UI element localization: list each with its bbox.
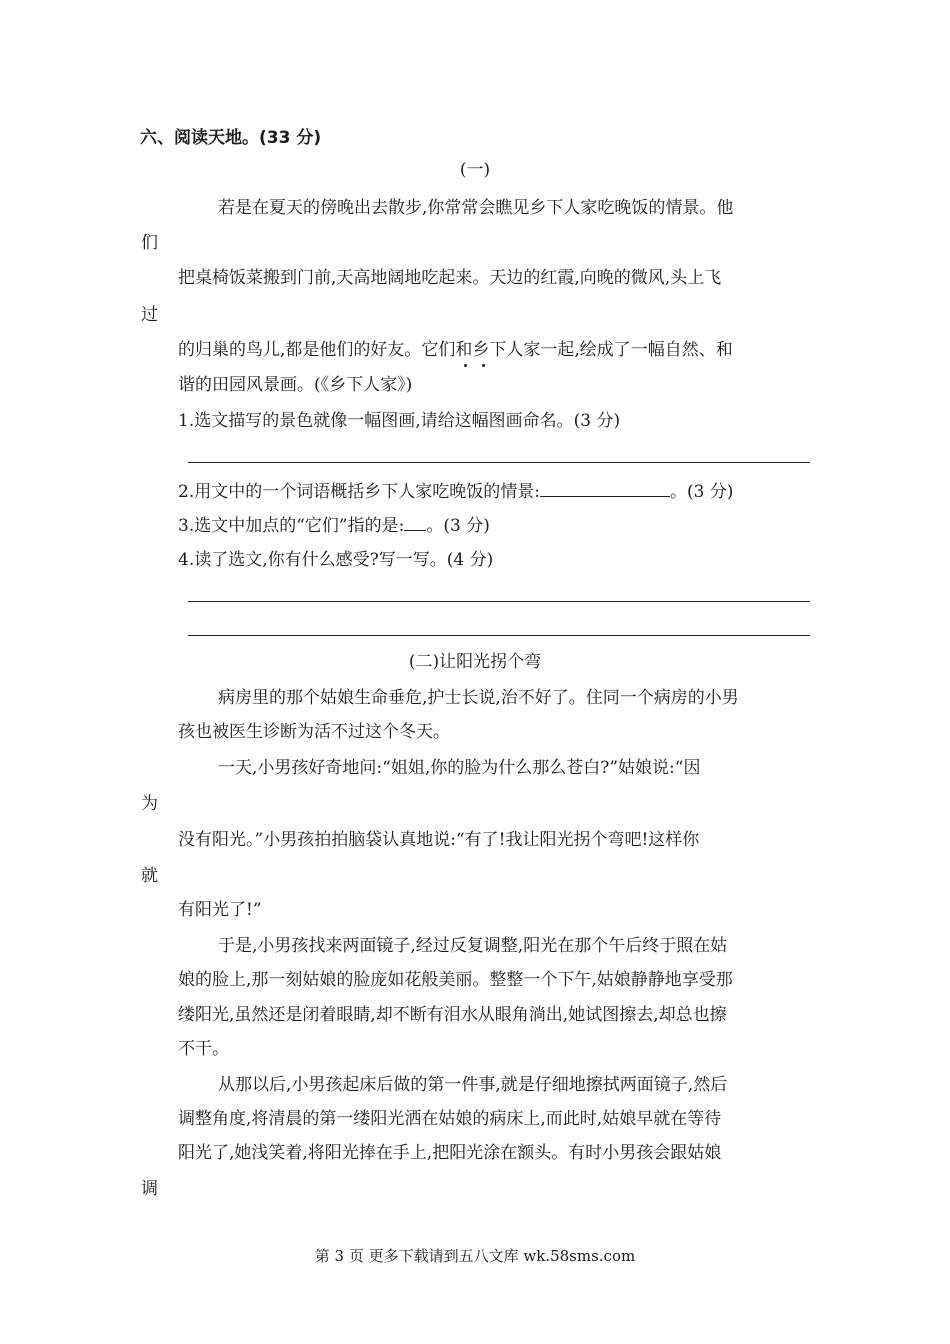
passage2-line: 从那以后,小男孩起床后做的第一件事,就是仔细地擦拭两面镜子,然后	[218, 1075, 728, 1095]
question-2	[178, 478, 733, 504]
emphasis-dot	[482, 364, 485, 367]
question-3-score: 。(3 分)	[426, 516, 490, 536]
question-2-score: 。(3 分)	[669, 482, 734, 502]
passage2-line: 调	[141, 1179, 158, 1199]
answer-blank-q3[interactable]	[404, 512, 426, 531]
passage1-line: 把桌椅饭菜搬到门前,天高地阔地吃起来。天边的红霞,向晚的微风,头上飞	[178, 268, 722, 288]
page-footer: 第 3 页 更多下载请到五八文库 wk.58sms.com	[314, 1247, 636, 1265]
passage2-title: (二)让阳光拐个弯	[408, 652, 542, 672]
passage1-line: 过	[141, 305, 158, 325]
passage2-line: 阳光了,她浅笑着,将阳光捧在手上,把阳光涂在额头。有时小男孩会跟姑娘	[178, 1143, 722, 1163]
passage2-line: 缕阳光,虽然还是闭着眼睛,却不断有泪水从眼角淌出,她试图擦去,却总也擦	[178, 1005, 727, 1025]
passage2-line: 一天,小男孩好奇地问:“姐姐,你的脸为什么那么苍白?”姑娘说:“因	[218, 758, 701, 778]
passage1-line: 的归巢的鸟儿,都是他们的好友。它们和乡下人家一起,绘成了一幅自然、和	[178, 340, 733, 360]
passage2-line: 就	[141, 866, 158, 886]
passage2-line: 调整角度,将清晨的第一缕阳光洒在姑娘的病床上,而此时,姑娘早就在等待	[178, 1109, 722, 1129]
answer-line-q1[interactable]	[188, 462, 810, 463]
question-3	[178, 512, 490, 538]
passage1-line: 们	[141, 233, 158, 253]
question-2-text: 2.用文中的一个词语概括乡下人家吃晚饭的情景:	[178, 482, 540, 502]
passage2-line: 病房里的那个姑娘生命垂危,护士长说,治不好了。住同一个病房的小男	[218, 688, 739, 708]
passage2-line: 为	[141, 794, 158, 814]
passage2-line: 娘的脸上,那一刻姑娘的脸庞如花般美丽。整整一个下午,姑娘静静地享受那	[178, 970, 733, 990]
answer-blank-q2[interactable]	[540, 478, 670, 497]
question-1: 1.选文描写的景色就像一幅图画,请给这幅图画命名。(3 分)	[178, 411, 621, 431]
passage2-line: 于是,小男孩找来两面镜子,经过反复调整,阳光在那个午后终于照在姑	[218, 936, 728, 956]
section-title: 六、阅读天地。(33 分)	[140, 128, 322, 148]
passage2-line: 孩也被医生诊断为活不过这个冬天。	[178, 722, 450, 742]
emphasis-dot	[464, 364, 467, 367]
answer-line-q4-2[interactable]	[188, 635, 810, 636]
passage1-line: 谐的田园风景画。(《乡下人家》)	[178, 375, 413, 395]
passage2-line: 有阳光了!”	[178, 900, 262, 920]
question-3-text: 3.选文中加点的“它们”指的是:	[178, 516, 405, 536]
passage2-line: 不干。	[178, 1039, 229, 1059]
answer-line-q4-1[interactable]	[188, 601, 810, 602]
passage2-line: 没有阳光。”小男孩拍拍脑袋认真地说:“有了!我让阳光拐个弯吧!这样你	[178, 830, 700, 850]
question-4: 4.读了选文,你有什么感受?写一写。(4 分)	[178, 550, 494, 570]
passage1-line: 若是在夏天的傍晚出去散步,你常常会瞧见乡下人家吃晚饭的情景。他	[218, 198, 734, 218]
passage1-label: (一)	[459, 160, 491, 180]
